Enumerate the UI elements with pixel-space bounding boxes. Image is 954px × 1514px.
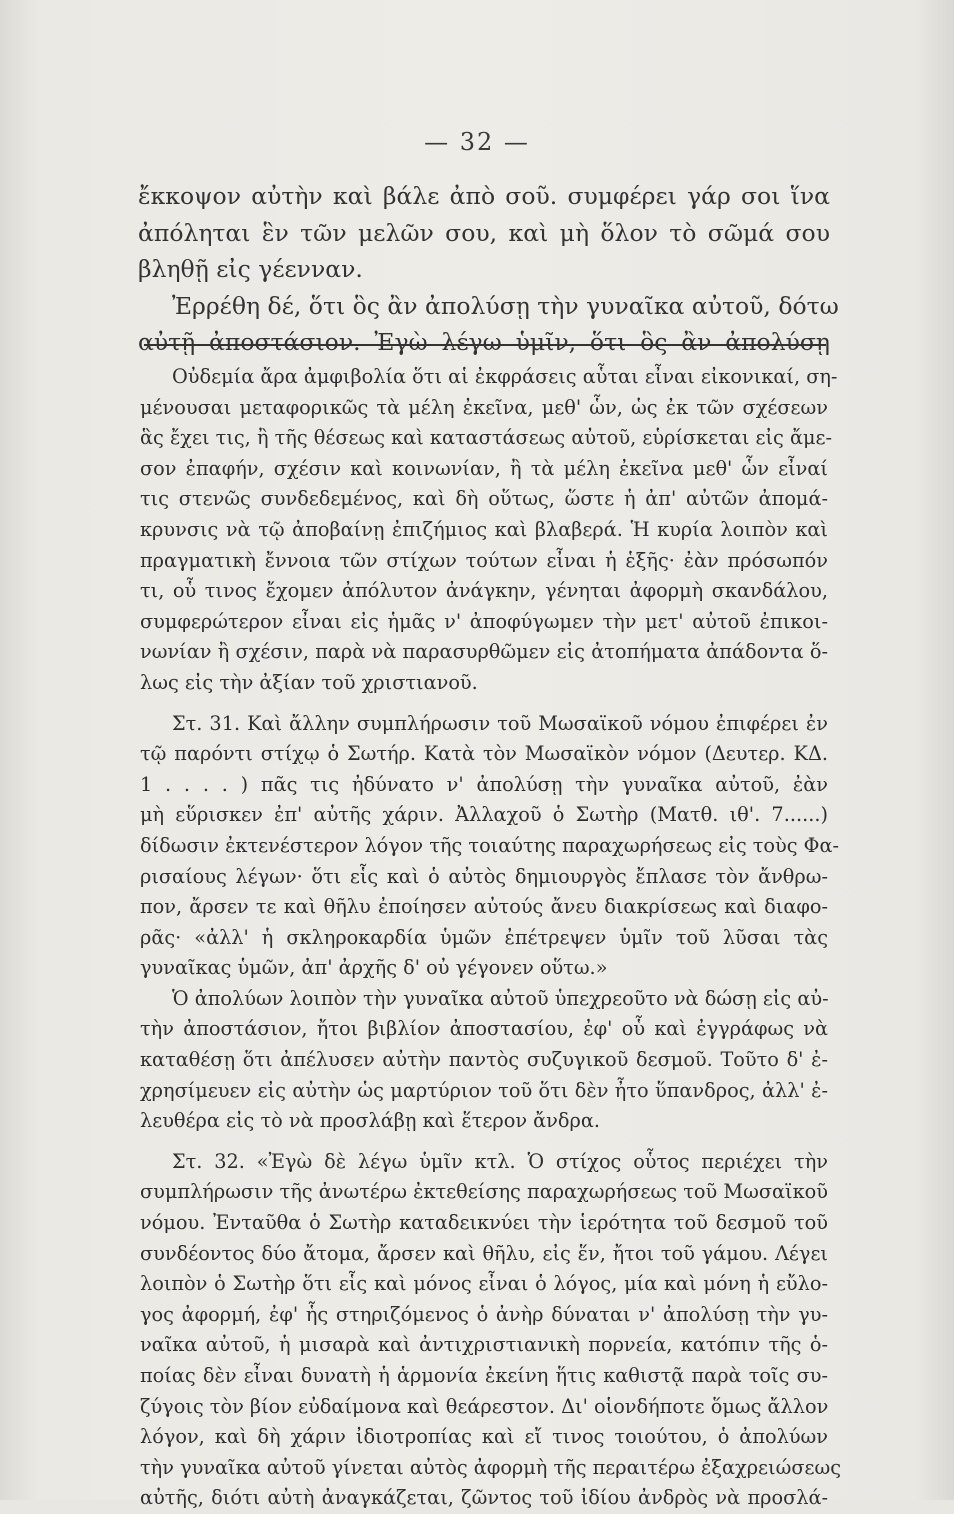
commentary-line: ναῖκα αὐτοῦ, ἡ μισαρὰ καὶ ἀντιχριστιανικὴ πορνεία, κατόπιν τῆς ὁ-: [140, 1333, 828, 1357]
commentary-line: νωνίαν ἢ σχέσιν, παρὰ νὰ παρασυρθῶμεν εἰς ἀτοπήματα ἀπάδοντα ὅ-: [140, 640, 828, 664]
commentary-paragraph: [140, 709, 840, 984]
commentary-line: τις στενῶς συνδεδεμένος, καὶ δὴ οὕτως, ὥστε ἡ ἀπ' αὐτῶν ἀπομά-: [140, 487, 828, 511]
commentary-paragraph: [140, 362, 838, 699]
commentary-line: πον, ἄρσεν τε καὶ θῆλυ ἐποίησεν αὐτούς ἄνευ διακρίσεως καὶ διαφο-: [140, 895, 828, 919]
commentary-line: πραγματικὴ ἔννοια τῶν στίχων τούτων εἶναι ἡ ἑξῆς· ἐὰν πρόσωπόν: [140, 548, 828, 572]
commentary-text: [140, 362, 841, 1514]
commentary-line: αὐτῆς, διότι αὐτὴ ἀναγκάζεται, ζῶντος τοῦ ἰδίου ἀνδρὸς νὰ προσλά-: [140, 1486, 828, 1510]
commentary-line: τὴν ἀποστάσιον, ἤτοι βιβλίον ἀποστασίου, ἐφ' οὗ καὶ ἐγγράφως νὰ: [140, 1017, 828, 1041]
scripture-line: ἀπόληται ἓν τῶν μελῶν σου, καὶ μὴ ὅλον τὸ σῶμά σου: [138, 218, 830, 247]
commentary-line: Στ. 32. «Ἐγὼ δὲ λέγω ὑμῖν κτλ. Ὁ στίχος οὗτος περιέχει τὴν: [172, 1149, 828, 1173]
commentary-line: συνδέοντος δύο ἄτομα, ἄρσεν καὶ θῆλυ, εἰς ἕν, ἤτοι τοῦ γάμου. Λέγει: [140, 1241, 828, 1265]
commentary-line: κρυνσις νὰ τῷ ἀποβαίνῃ ἐπιζήμιος καὶ βλαβερά. Ἡ κυρία λοιπὸν καὶ: [140, 517, 828, 541]
commentary-paragraph: [140, 984, 828, 1137]
commentary-line: γος ἀφορμή, ἐφ' ἧς στηριζόμενος ὁ ἀνὴρ δύναται ν' ἀπολύσῃ τὴν γυ-: [140, 1302, 828, 1326]
page-number: — 32 —: [424, 128, 530, 156]
commentary-line: συμπλήρωσιν τῆς ἀνωτέρω ἐκτεθείσης παραχωρήσεως τοῦ Μωσαϊκοῦ: [140, 1180, 828, 1204]
commentary-line: σον ἐπαφήν, σχέσιν καὶ κοινωνίαν, ἢ τὰ μέλη ἐκεῖνα μεθ' ὧν εἶναί: [140, 456, 828, 480]
commentary-line: τῷ παρόντι στίχῳ ὁ Σωτήρ. Κατὰ τὸν Μωσαϊκὸν νόμον (Δευτερ. ΚΔ.: [140, 742, 828, 766]
commentary-paragraph: [140, 1147, 841, 1514]
commentary-line: ρισαίους λέγων· ὅτι εἷς καὶ ὁ αὐτὸς δημιουργὸς ἔπλασε τὸν ἄνθρω-: [140, 864, 828, 888]
commentary-line: λοιπὸν ὁ Σωτὴρ ὅτι εἷς καὶ μόνος εἶναι ὁ λόγος, μία καὶ μόνη ἡ εὔλο-: [140, 1272, 828, 1296]
scripture-line: Ἐρρέθη δέ, ὅτι ὃς ἂν ἀπολύσῃ τὴν γυναῖκα αὐτοῦ, δότω: [172, 291, 839, 320]
commentary-line: ρᾶς· «ἀλλ' ἡ σκληροκαρδία ὑμῶν ἐπέτρεψεν ὑμῖν τοῦ λῦσαι τὰς: [140, 925, 828, 949]
commentary-line: 1 . . . . ) πᾶς τις ἠδύνατο ν' ἀπολύσῃ τὴν γυναῖκα αὐτοῦ, ἐὰν: [140, 772, 828, 796]
section-divider: [144, 344, 826, 346]
scripture-line: ἔκκοψον αὐτὴν καὶ βάλε ἀπὸ σοῦ. συμφέρει γάρ σοι ἵνα: [138, 182, 830, 210]
commentary-line: Οὐδεμία ἄρα ἀμφιβολία ὅτι αἱ ἐκφράσεις αὗται εἶναι εἰκονικαί, ση-: [172, 365, 838, 388]
commentary-line: καταθέσῃ ὅτι ἀπέλυσεν αὐτὴν παντὸς συζυγικοῦ δεσμοῦ. Τοῦτο δ' ἐ-: [140, 1048, 828, 1072]
commentary-line: λόγον, καὶ δὴ χάριν ἰδιοτροπίας καὶ εἴ τινος τοιούτου, ὁ ἀπολύων: [140, 1425, 828, 1449]
commentary-line: ζύγοις τὸν βίον εὐδαίμονα καὶ θεάρεστον. Δι' οἱονδήποτε ὅμως ἄλλον: [140, 1394, 829, 1418]
commentary-line: Ὁ ἀπολύων λοιπὸν τὴν γυναῖκα αὐτοῦ ὑπεχρεοῦτο νὰ δώσῃ εἰς αὐ-: [172, 986, 829, 1010]
commentary-line: δίδωσιν ἐκτενέστερον λόγον τῆς τοιαύτης παραχωρήσεως εἰς τοὺς Φα-: [140, 833, 840, 857]
commentary-line: ποίας δὲν εἶναι δυνατὴ ἡ ἁρμονία ἐκείνη ἥτις καθιστᾷ παρὰ τοῖς συ-: [140, 1364, 828, 1387]
commentary-line: γυναῖκας ὑμῶν, ἀπ' ἀρχῆς δ' οὐ γέγονεν οὕτω.»: [140, 956, 608, 980]
commentary-line: μένουσαι μεταφορικῶς τὰ μέλη ἐκεῖνα, μεθ' ὧν, ὡς ἐκ τῶν σχέσεων: [140, 395, 828, 419]
commentary-line: συμφερώτερον εἶναι εἰς ἡμᾶς ν' ἀποφύγωμεν τὴν μετ' αὐτοῦ ἐπικοι-: [140, 609, 828, 633]
commentary-line: τι, οὗ τινος ἔχομεν ἀπόλυτον ἀνάγκην, γένηται ἀφορμὴ σκανδάλου,: [140, 579, 828, 603]
commentary-line: ἃς ἔχει τις, ἢ τῆς θέσεως καὶ καταστάσεως αὐτοῦ, εὑρίσκεται εἰς ἄμε-: [140, 426, 833, 450]
scripture-line: αὐτῇ ἀποστάσιον. Ἐγὼ λέγω ὑμῖν, ὅτι ὃς ἂν ἀπολύσῃ: [138, 328, 830, 356]
commentary-line: τὴν γυναῖκα αὐτοῦ γίνεται αὐτὸς ἀφορμὴ τῆς περαιτέρω ἐξαχρειώσεως: [140, 1455, 841, 1479]
commentary-line: λευθέρα εἰς τὸ νὰ προσλάβῃ καὶ ἕτερον ἄνδρα.: [140, 1109, 601, 1133]
commentary-line: λως εἰς τὴν ἀξίαν τοῦ χριστιανοῦ.: [140, 670, 478, 694]
scripture-text: [138, 178, 839, 361]
commentary-line: μὴ εὕρισκεν ἐπ' αὐτῆς χάριν. Ἀλλαχοῦ ὁ Σωτὴρ (Ματθ. ιθ'. 7......): [140, 803, 828, 827]
commentary-line: χρησίμευεν εἰς αὐτὴν ὡς μαρτύριον τοῦ ὅτι δὲν ἦτο ὕπανδρος, ἀλλ' ἐ-: [140, 1078, 828, 1102]
scripture-line: βληθῇ εἰς γέενναν.: [138, 255, 363, 283]
commentary-line: Στ. 31. Καὶ ἄλλην συμπλήρωσιν τοῦ Μωσαϊκοῦ νόμου ἐπιφέρει ἐν: [172, 711, 828, 735]
commentary-line: νόμου. Ἐνταῦθα ὁ Σωτὴρ καταδεικνύει τὴν ἱερότητα τοῦ δεσμοῦ τοῦ: [140, 1211, 828, 1235]
